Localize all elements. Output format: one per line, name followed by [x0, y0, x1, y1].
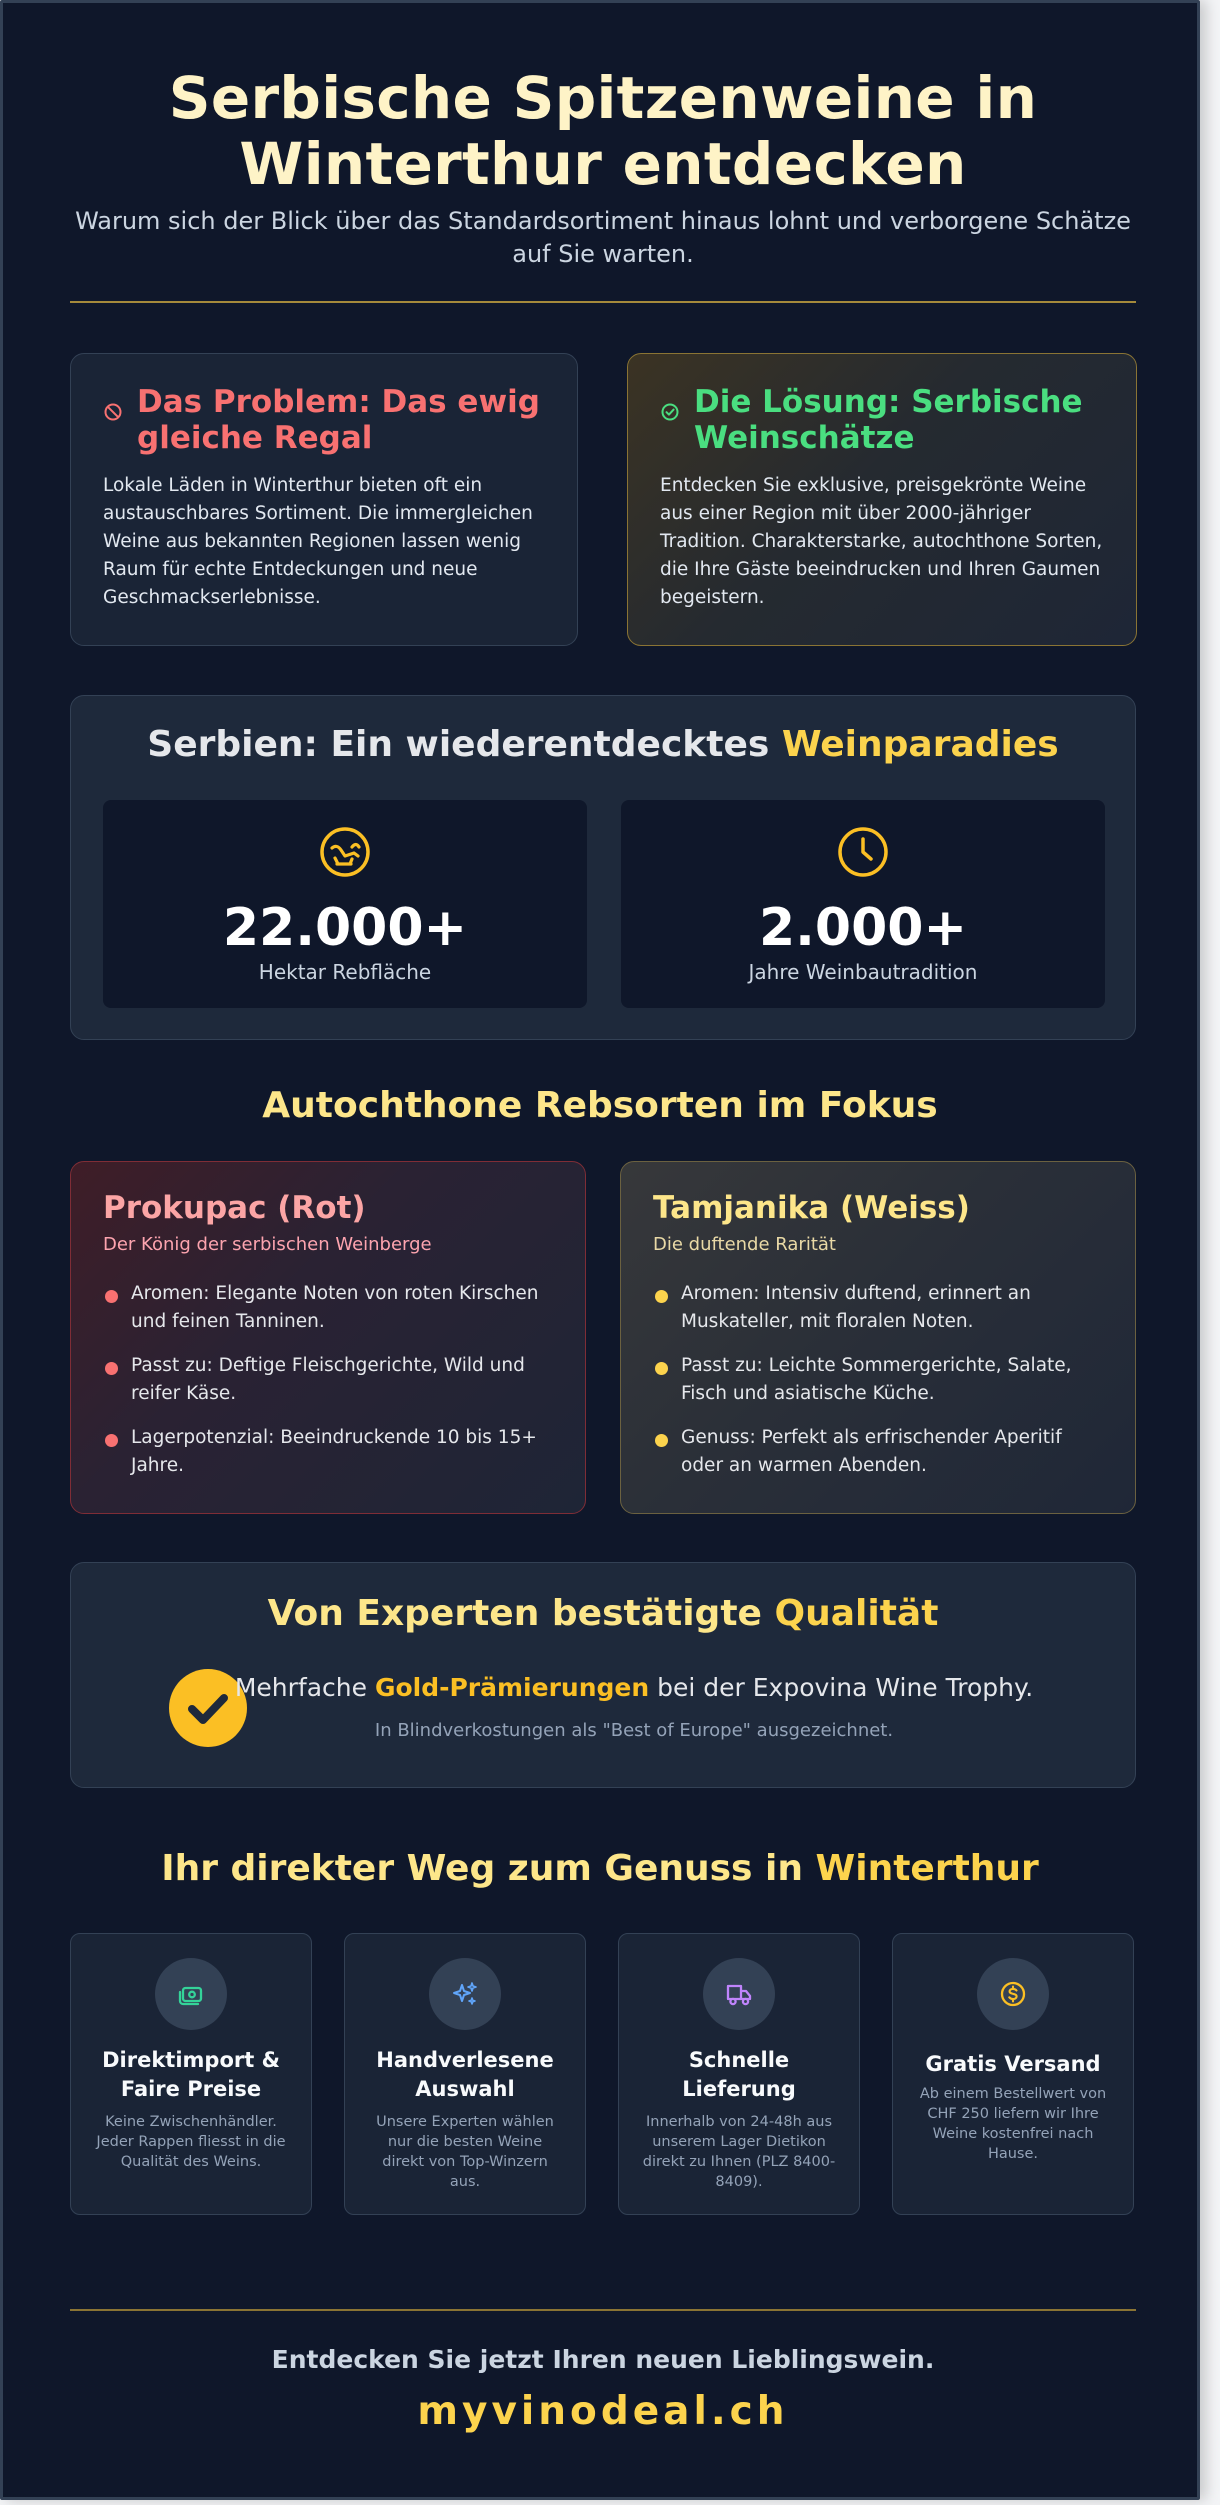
way-title: [3, 1848, 1197, 1889]
point-text: Genuss: Perfekt als erfrischender Aperitif oder an warmen Abenden.: [681, 1427, 1062, 1476]
feature-title: Handverlesene Auswahl: [376, 2048, 554, 2101]
grape-points: [653, 1280, 1103, 1496]
point-text: Aromen: Elegante Noten von roten Kirschen und feinen Tanninen.: [131, 1283, 539, 1332]
page-title: Serbische Spitzenweine in Winterthur entdecken: [168, 64, 1038, 198]
feature-title: Gratis Versand: [925, 2052, 1101, 2076]
solution-text: Entdecken Sie exklusive, preisgekrönte Weine aus einer Region mit über 2000-jähriger Tradition. Charakterstarke, autochthone Sorten, die Ihre Gäste beeindrucken und Ihren Gaumen begeistern.: [660, 475, 1103, 608]
grape-name: Prokupac (Rot): [103, 1190, 366, 1226]
serbia-title: [71, 724, 1135, 765]
list-item: [653, 1424, 1103, 1480]
list-item: [653, 1280, 1103, 1336]
problem-text: Lokale Läden in Winterthur bieten oft ein austauschbares Sortiment. Die immergleichen Weine aus bekannten Regionen lassen wenig Raum für echte Entdeckungen und neue Geschmackserlebnisse.: [103, 475, 533, 608]
serbia-title-highlight: Weinparadies: [781, 724, 1059, 765]
point-text: Lagerpotenzial: Beeindruckende 10 bis 15+ Jahre.: [131, 1427, 537, 1476]
page-subtitle: Warum sich der Blick über das Standardsortiment hinaus lohnt und verborgene Schätze auf Sie warten.: [75, 207, 1131, 268]
award-text-after: bei der Expovina Wine Trophy.: [649, 1673, 1034, 1702]
stat-vineyard-area: [103, 800, 587, 1008]
check-circle-icon: [660, 402, 682, 456]
feature-direct-import: [70, 1933, 312, 2215]
grape-tagline: Der König der serbischen Weinberge: [103, 1234, 432, 1255]
award-highlight: Gold-Prämierungen: [374, 1673, 650, 1702]
stat-label: Jahre Weinbautradition: [748, 960, 978, 984]
point-text: Passt zu: Leichte Sommergerichte, Salate, Fisch und asiatische Küche.: [681, 1355, 1072, 1404]
grapes-title: Autochthone Rebsorten im Fokus: [262, 1085, 938, 1126]
feature-desc: Ab einem Bestellwert von CHF 250 liefern wir Ihre Weine kostenfrei nach Hause.: [919, 2086, 1107, 2162]
footer-url-link[interactable]: myvinodeal.ch: [417, 2389, 789, 2434]
grape-points: [103, 1280, 553, 1496]
grape-card-prokupac: [70, 1161, 586, 1514]
feature-desc: Innerhalb von 24-48h aus unserem Lager Dietikon direkt zu Ihnen (PLZ 8400-8409).: [642, 2114, 836, 2190]
award-text-before: Mehrfache: [234, 1673, 375, 1702]
clock-icon: [837, 826, 889, 878]
stat-label: Hektar Rebfläche: [258, 960, 432, 984]
money-icon: [155, 1958, 227, 2030]
expert-quality-section: [70, 1562, 1136, 1788]
problem-card: [70, 353, 578, 646]
ban-icon: [103, 402, 125, 456]
feature-fast-delivery: [618, 1933, 860, 2215]
stat-value: 2.000+: [758, 898, 968, 958]
serbia-stats-section: [70, 695, 1136, 1040]
bullet-dot: [655, 1434, 668, 1447]
footer-cta: Entdecken Sie jetzt Ihren neuen Lieblingswein.: [271, 2345, 935, 2374]
solution-card: [627, 353, 1137, 646]
feature-curated-selection: [344, 1933, 586, 2215]
feature-desc: Unsere Experten wählen nur die besten Weine direkt von Top-Winzern aus.: [376, 2114, 554, 2190]
solution-title: Die Lösung: Serbische Weinschätze: [694, 384, 1083, 456]
grape-name: Tamjanika (Weiss): [653, 1190, 970, 1226]
list-item: [103, 1280, 553, 1336]
bullet-dot: [655, 1290, 668, 1303]
grape-tagline: Die duftende Rarität: [653, 1234, 836, 1255]
serbia-title-text: Serbien: Ein wiederentdecktes: [147, 724, 770, 765]
expert-award-line: [71, 1673, 1135, 1702]
footer-divider: [70, 2309, 1136, 2311]
feature-free-shipping: [892, 1933, 1134, 2215]
expert-note: In Blindverkostungen als "Best of Europe" ausgezeichnet.: [374, 1720, 894, 1741]
list-item: [653, 1352, 1103, 1408]
dollar-coin-icon: [977, 1958, 1049, 2030]
grape-card-tamjanika: [620, 1161, 1136, 1514]
way-title-highlight: Winterthur: [815, 1848, 1039, 1889]
stat-tradition-years: [621, 800, 1105, 1008]
stat-value: 22.000+: [222, 898, 468, 958]
expert-title-highlight: Qualität: [774, 1593, 939, 1634]
vineyard-icon: [319, 826, 371, 878]
feature-title: Direktimport & Faire Preise: [102, 2048, 280, 2101]
list-item: [103, 1424, 553, 1480]
problem-title: Das Problem: Das ewig gleiche Regal: [137, 384, 540, 456]
list-item: [103, 1352, 553, 1408]
point-text: Aromen: Intensiv duftend, erinnert an Muskateller, mit floralen Noten.: [681, 1283, 1031, 1332]
truck-icon: [703, 1958, 775, 2030]
bullet-dot: [105, 1290, 118, 1303]
bullet-dot: [105, 1434, 118, 1447]
feature-desc: Keine Zwischenhändler. Jeder Rappen fliesst in die Qualität des Weins.: [96, 2114, 286, 2170]
feature-title: Schnelle Lieferung: [682, 2048, 796, 2101]
expert-title: [71, 1593, 1135, 1634]
way-title-text: Ihr direkter Weg zum Genuss in: [161, 1848, 803, 1889]
expert-title-text: Von Experten bestätigte: [267, 1593, 762, 1634]
bullet-dot: [105, 1362, 118, 1375]
bullet-dot: [655, 1362, 668, 1375]
point-text: Passt zu: Deftige Fleischgerichte, Wild und reifer Käse.: [131, 1355, 525, 1404]
header-divider: [70, 301, 1136, 303]
sparkles-icon: [429, 1958, 501, 2030]
